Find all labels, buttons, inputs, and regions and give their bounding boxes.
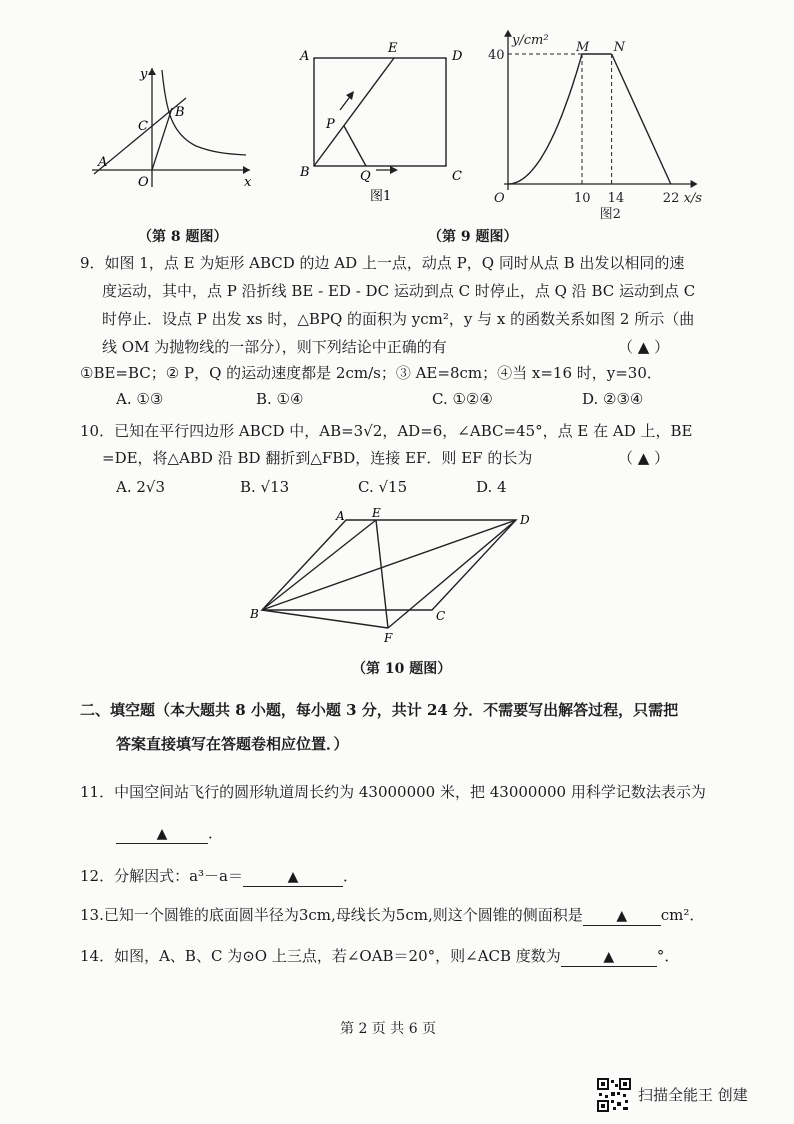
fig10-segment-fd <box>388 520 516 628</box>
q10-option-b: B. √13 <box>240 478 290 496</box>
q13-prefix: 13.已知一个圆锥的底面圆半径为3cm,母线长为5cm,则这个圆锥的侧面积是 <box>80 906 583 924</box>
fig8-label-o: O <box>138 175 149 190</box>
fig9-label-e: E <box>388 41 398 56</box>
fig8-label-b: B <box>175 105 185 120</box>
q9-line-4: 线 OM 为抛物线的一部分），则下列结论中正确的有 <box>102 338 447 356</box>
q13-end: cm²． <box>660 906 705 924</box>
fig10-segment-bf <box>262 610 388 628</box>
fig9-label-b: B <box>300 165 310 180</box>
fig9-caption: （第 9 题图） <box>428 229 518 245</box>
fig10-segment-be <box>262 520 376 610</box>
q12-line <box>80 865 358 887</box>
q10-option-d: D. 4 <box>476 478 507 496</box>
q9-option-d: D. ②③④ <box>582 390 644 408</box>
chart-y-arrow <box>504 30 512 37</box>
figure-8 <box>86 62 258 192</box>
q14-line <box>80 945 679 967</box>
fig9-rectangle-abcd <box>314 58 446 166</box>
chart-subcaption: 图2 <box>599 207 621 222</box>
chart-series-1 <box>508 54 582 184</box>
fig10-diagonal-bd <box>262 520 516 610</box>
q11-answer-line <box>116 822 223 844</box>
figure-10 <box>248 506 548 648</box>
q13-line <box>80 904 704 926</box>
section2-heading-line-2: 答案直接填写在答题卷相应位置．） <box>116 735 349 753</box>
page-footer: 第 2 页 共 6 页 <box>340 1021 437 1037</box>
fig8-x-arrow <box>243 166 250 174</box>
fig10-segment-ef <box>376 520 388 628</box>
chart-label-origin: O <box>494 191 505 206</box>
chart-tick-x14: 14 <box>607 191 625 206</box>
figure-9-2-chart <box>486 30 702 222</box>
fig9-segment-be <box>314 58 394 166</box>
fig9-subcaption-1: 图1 <box>370 189 392 204</box>
q9-option-b: B. ①④ <box>256 390 304 408</box>
fig10-label-e: E <box>372 506 381 520</box>
chart-tick-x10: 10 <box>574 191 591 206</box>
fig8-label-c: C <box>138 119 148 134</box>
q10-option-c: C. √15 <box>358 478 408 496</box>
q14-answer-blank[interactable]: ▲ <box>561 948 657 967</box>
q9-line-2: 度运动，其中，点 P 沿折线 BE - ED - DC 运动到点 C 时停止，点 Q 沿 BC 运动到点 C <box>102 282 696 300</box>
fig8-label-x: x <box>244 175 252 190</box>
fig8-caption: （第 8 题图） <box>138 229 228 245</box>
fig10-label-f: F <box>384 631 393 645</box>
q12-prefix: 12．分解因式：a³－a＝ <box>80 867 243 885</box>
fig10-label-c: C <box>436 609 446 623</box>
fig9-label-a: A <box>300 49 310 64</box>
q10-line-2: =DE，将△ABD 沿 BD 翻折到△FBD，连接 EF．则 EF 的长为 <box>102 449 533 467</box>
q9-line-5: ①BE=BC；② P，Q 的运动速度都是 2cm/s；③ AE=8cm；④当 x=16 时，y=30． <box>80 364 662 382</box>
q9-option-c: C. ①②④ <box>432 390 493 408</box>
q14-end: °． <box>656 947 680 965</box>
chart-series-3 <box>612 54 671 184</box>
q11-answer-blank[interactable]: ▲ <box>116 825 208 844</box>
q9-line-1: 9．如图 1，点 E 为矩形 ABCD 的边 AD 上一点，动点 P，Q 同时从点 B 出发以相同的速 <box>80 254 685 272</box>
q14-prefix: 14．如图，A、B、C 为⊙O 上三点，若∠OAB＝20°，则∠ACB 度数为 <box>80 947 561 965</box>
q12-answer-blank[interactable]: ▲ <box>243 868 343 887</box>
fig9-arrowhead-q <box>390 166 398 174</box>
fig10-caption: （第 10 题图） <box>352 661 452 677</box>
qr-code-icon <box>597 1078 631 1112</box>
q12-end: ． <box>343 867 359 885</box>
chart-tick-x22: 22 <box>662 191 680 206</box>
fig8-label-y: y <box>140 67 148 82</box>
chart-axis-label-x: x/s <box>683 191 702 206</box>
figure-9-1 <box>294 38 474 206</box>
fig8-label-a: A <box>98 155 108 170</box>
fig9-label-q: Q <box>360 169 371 184</box>
q9-line-3: 时停止．设点 P 出发 xs 时，△BPQ 的面积为 ycm²，y 与 x 的函数关系如图 2 所示（曲 <box>102 310 695 328</box>
chart-tick-y40: 40 <box>488 48 505 63</box>
q10-answer-bracket: （ ▲ ） <box>618 449 670 467</box>
fig9-arrowhead-p <box>346 91 354 100</box>
q10-option-a: A. 2√3 <box>116 478 166 496</box>
scanner-stamp-text: 扫描全能王 创建 <box>638 1086 748 1104</box>
chart-label-m: M <box>576 40 590 55</box>
q9-option-a: A. ①③ <box>116 390 164 408</box>
fig10-label-a: A <box>336 509 345 523</box>
fig8-y-arrow <box>148 68 156 75</box>
q9-answer-bracket: （ ▲ ） <box>618 338 670 356</box>
chart-x-arrow <box>691 180 698 188</box>
section2-heading-line-1: 二、填空题（本大题共 8 小题，每小题 3 分，共计 24 分．不需要写出解答过程，只需把 <box>80 701 679 719</box>
fig9-label-d: D <box>452 49 463 64</box>
q10-line-1: 10．已知在平行四边形 ABCD 中，AB=3√2，AD=6，∠ABC=45°，点 E 在 AD 上，BE <box>80 422 693 440</box>
chart-axis-label-y: y/cm² <box>512 33 549 48</box>
fig10-label-d: D <box>520 513 530 527</box>
fig9-segment-pq <box>344 126 366 166</box>
q13-answer-blank[interactable]: ▲ <box>583 907 661 926</box>
chart-label-n: N <box>613 40 625 55</box>
fig10-label-b: B <box>250 607 259 621</box>
fig9-label-c: C <box>452 169 462 184</box>
fig9-label-p: P <box>326 117 335 132</box>
q11-end: ． <box>208 824 224 842</box>
q11-line-1: 11．中国空间站飞行的圆形轨道周长约为 43000000 米，把 43000000 用科学记数法表示为 <box>80 783 706 801</box>
